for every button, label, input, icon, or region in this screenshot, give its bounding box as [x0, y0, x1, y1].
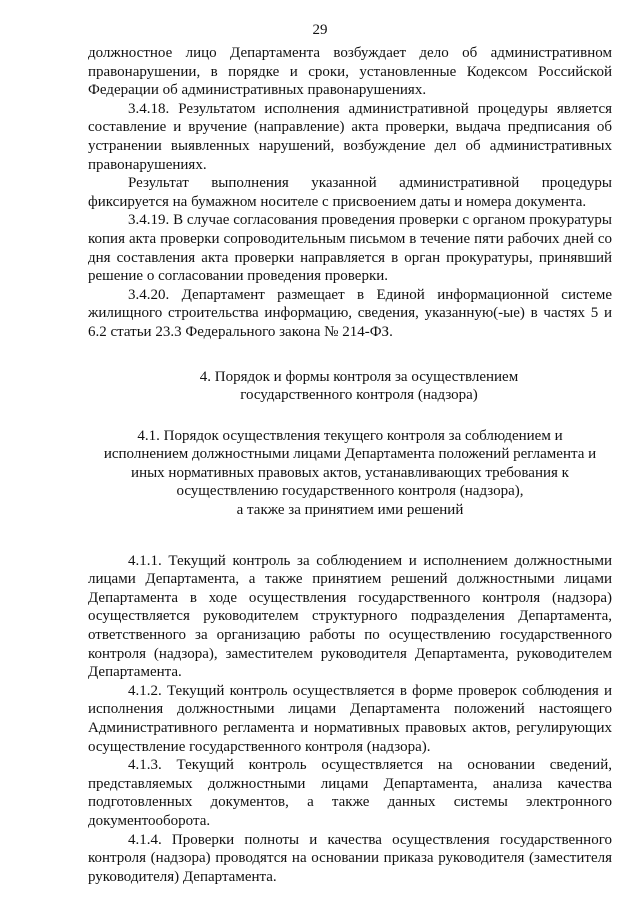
section-4-1-heading [88, 427, 612, 520]
section-4-heading [88, 368, 612, 405]
paragraph-3-4-19: 3.4.19. В случае согласования проведения проверки с органом прокуратуры копия акта проверки сопроводительным письмом в течение пяти рабочих дней со дня составления акта проверки направляется в орган прокуратуры, принявший решение о согласовании проведения проверки. [88, 212, 612, 285]
paragraph-3-4-18: 3.4.18. Результатом исполнения административной процедуры является составление и вручение (направление) акта проверки, выдача предписания об устранении выявленных нарушений, возбуждение дел об административных правонарушениях. [88, 100, 612, 173]
paragraph-result: Результат выполнения указанной административной процедуры фиксируется на бумажном носителе с присвоением даты и номера документа. [88, 175, 612, 210]
document-body [88, 44, 612, 886]
section-4-heading-line: государственного контроля (надзора) [240, 387, 478, 404]
section-4-1-heading-line: иных нормативных правовых актов, устанавливающих требования к [131, 464, 569, 481]
paragraph-4-1-3: 4.1.3. Текущий контроль осуществляется на основании сведений, представляемых должностными лицами Департамента, анализа качества подготовленных документов, а также данных системы электронного документооборота. [88, 757, 612, 829]
page-number: 29 [312, 22, 328, 38]
spacer [88, 520, 612, 552]
paragraph-4-1-2: 4.1.2. Текущий контроль осуществляется в форме проверок соблюдения и исполнения должностными лицами Департамента положений настоящего Административного регламента и нормативных правовых актов, регулирующих осуществление государственного контроля (надзора). [88, 682, 612, 755]
section-4-1-heading-line: исполнением должностными лицами Департамента положений регламента и [103, 446, 597, 463]
section-4-heading-line: 4. Порядок и формы контроля за осуществлением [199, 368, 519, 385]
paragraph-4-1-4: 4.1.4. Проверки полноты и качества осуществления государственного контроля (надзора) проводятся на основании приказа руководителя (заместителя руководителя) Департамента. [88, 831, 612, 885]
section-4-1-heading-line: а также за принятием ими решений [236, 502, 464, 519]
paragraph-4-1-1: 4.1.1. Текущий контроль за соблюдением и исполнением должностными лицами Департамента, а также принятием решений должностными лицами Департамента в ходе осуществления государственного контроля (надзора) осуществляется руководителем структурного подразделения Департамента, ответственного за организацию работы по осуществлению государственного контроля (надзора), заместителем руководителя Департамента, руководителем Департамента. [88, 552, 612, 681]
section-4-1-heading-line: 4.1. Порядок осуществления текущего контроля за соблюдением и [137, 427, 563, 444]
paragraph-continuation: должностное лицо Департамента возбуждает дело об административном правонарушении, в порядке и сроки, установленные Кодексом Российской Федерации об административных правонарушениях. [88, 45, 612, 99]
section-4-1-heading-line: осуществлению государственного контроля (надзора), [176, 483, 524, 500]
paragraph-3-4-20: 3.4.20. Департамент размещает в Единой информационной системе жилищного строительства информацию, сведения, указанную(-ые) в частях 5 и 6.2 статьи 23.3 Федерального закона № 214-ФЗ. [88, 286, 612, 340]
